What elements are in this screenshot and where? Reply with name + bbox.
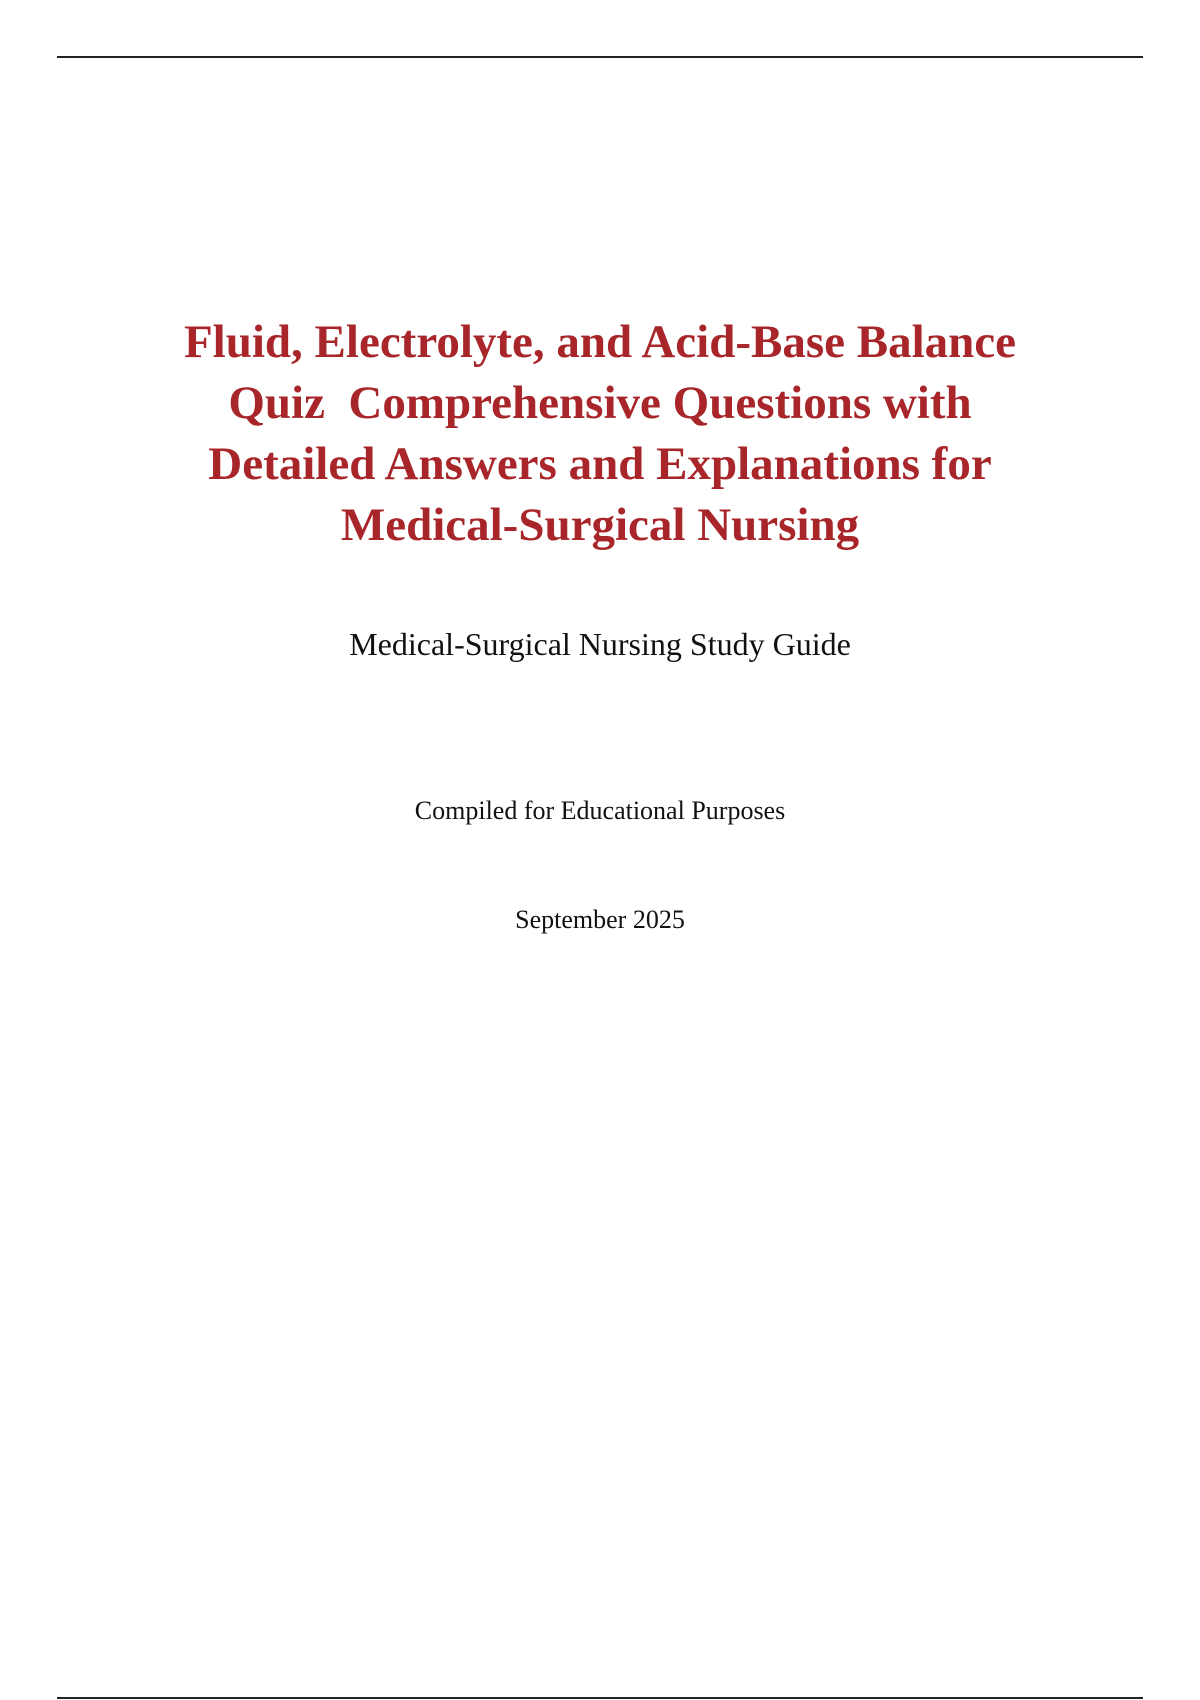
publication-date: September 2025 bbox=[515, 905, 685, 934]
document-title bbox=[100, 312, 1100, 556]
footer-rule bbox=[57, 1697, 1143, 1699]
title-line-4: Medical-Surgical Nursing bbox=[340, 499, 860, 551]
title-line-2: Quiz Comprehensive Questions with bbox=[228, 377, 972, 429]
title-line-1: Fluid, Electrolyte, and Acid-Base Balance bbox=[183, 316, 1017, 368]
document-subtitle: Medical-Surgical Nursing Study Guide bbox=[349, 626, 851, 662]
title-line-3: Detailed Answers and Explanations for bbox=[208, 438, 992, 490]
compiled-note: Compiled for Educational Purposes bbox=[414, 796, 786, 825]
header-rule bbox=[57, 56, 1143, 58]
